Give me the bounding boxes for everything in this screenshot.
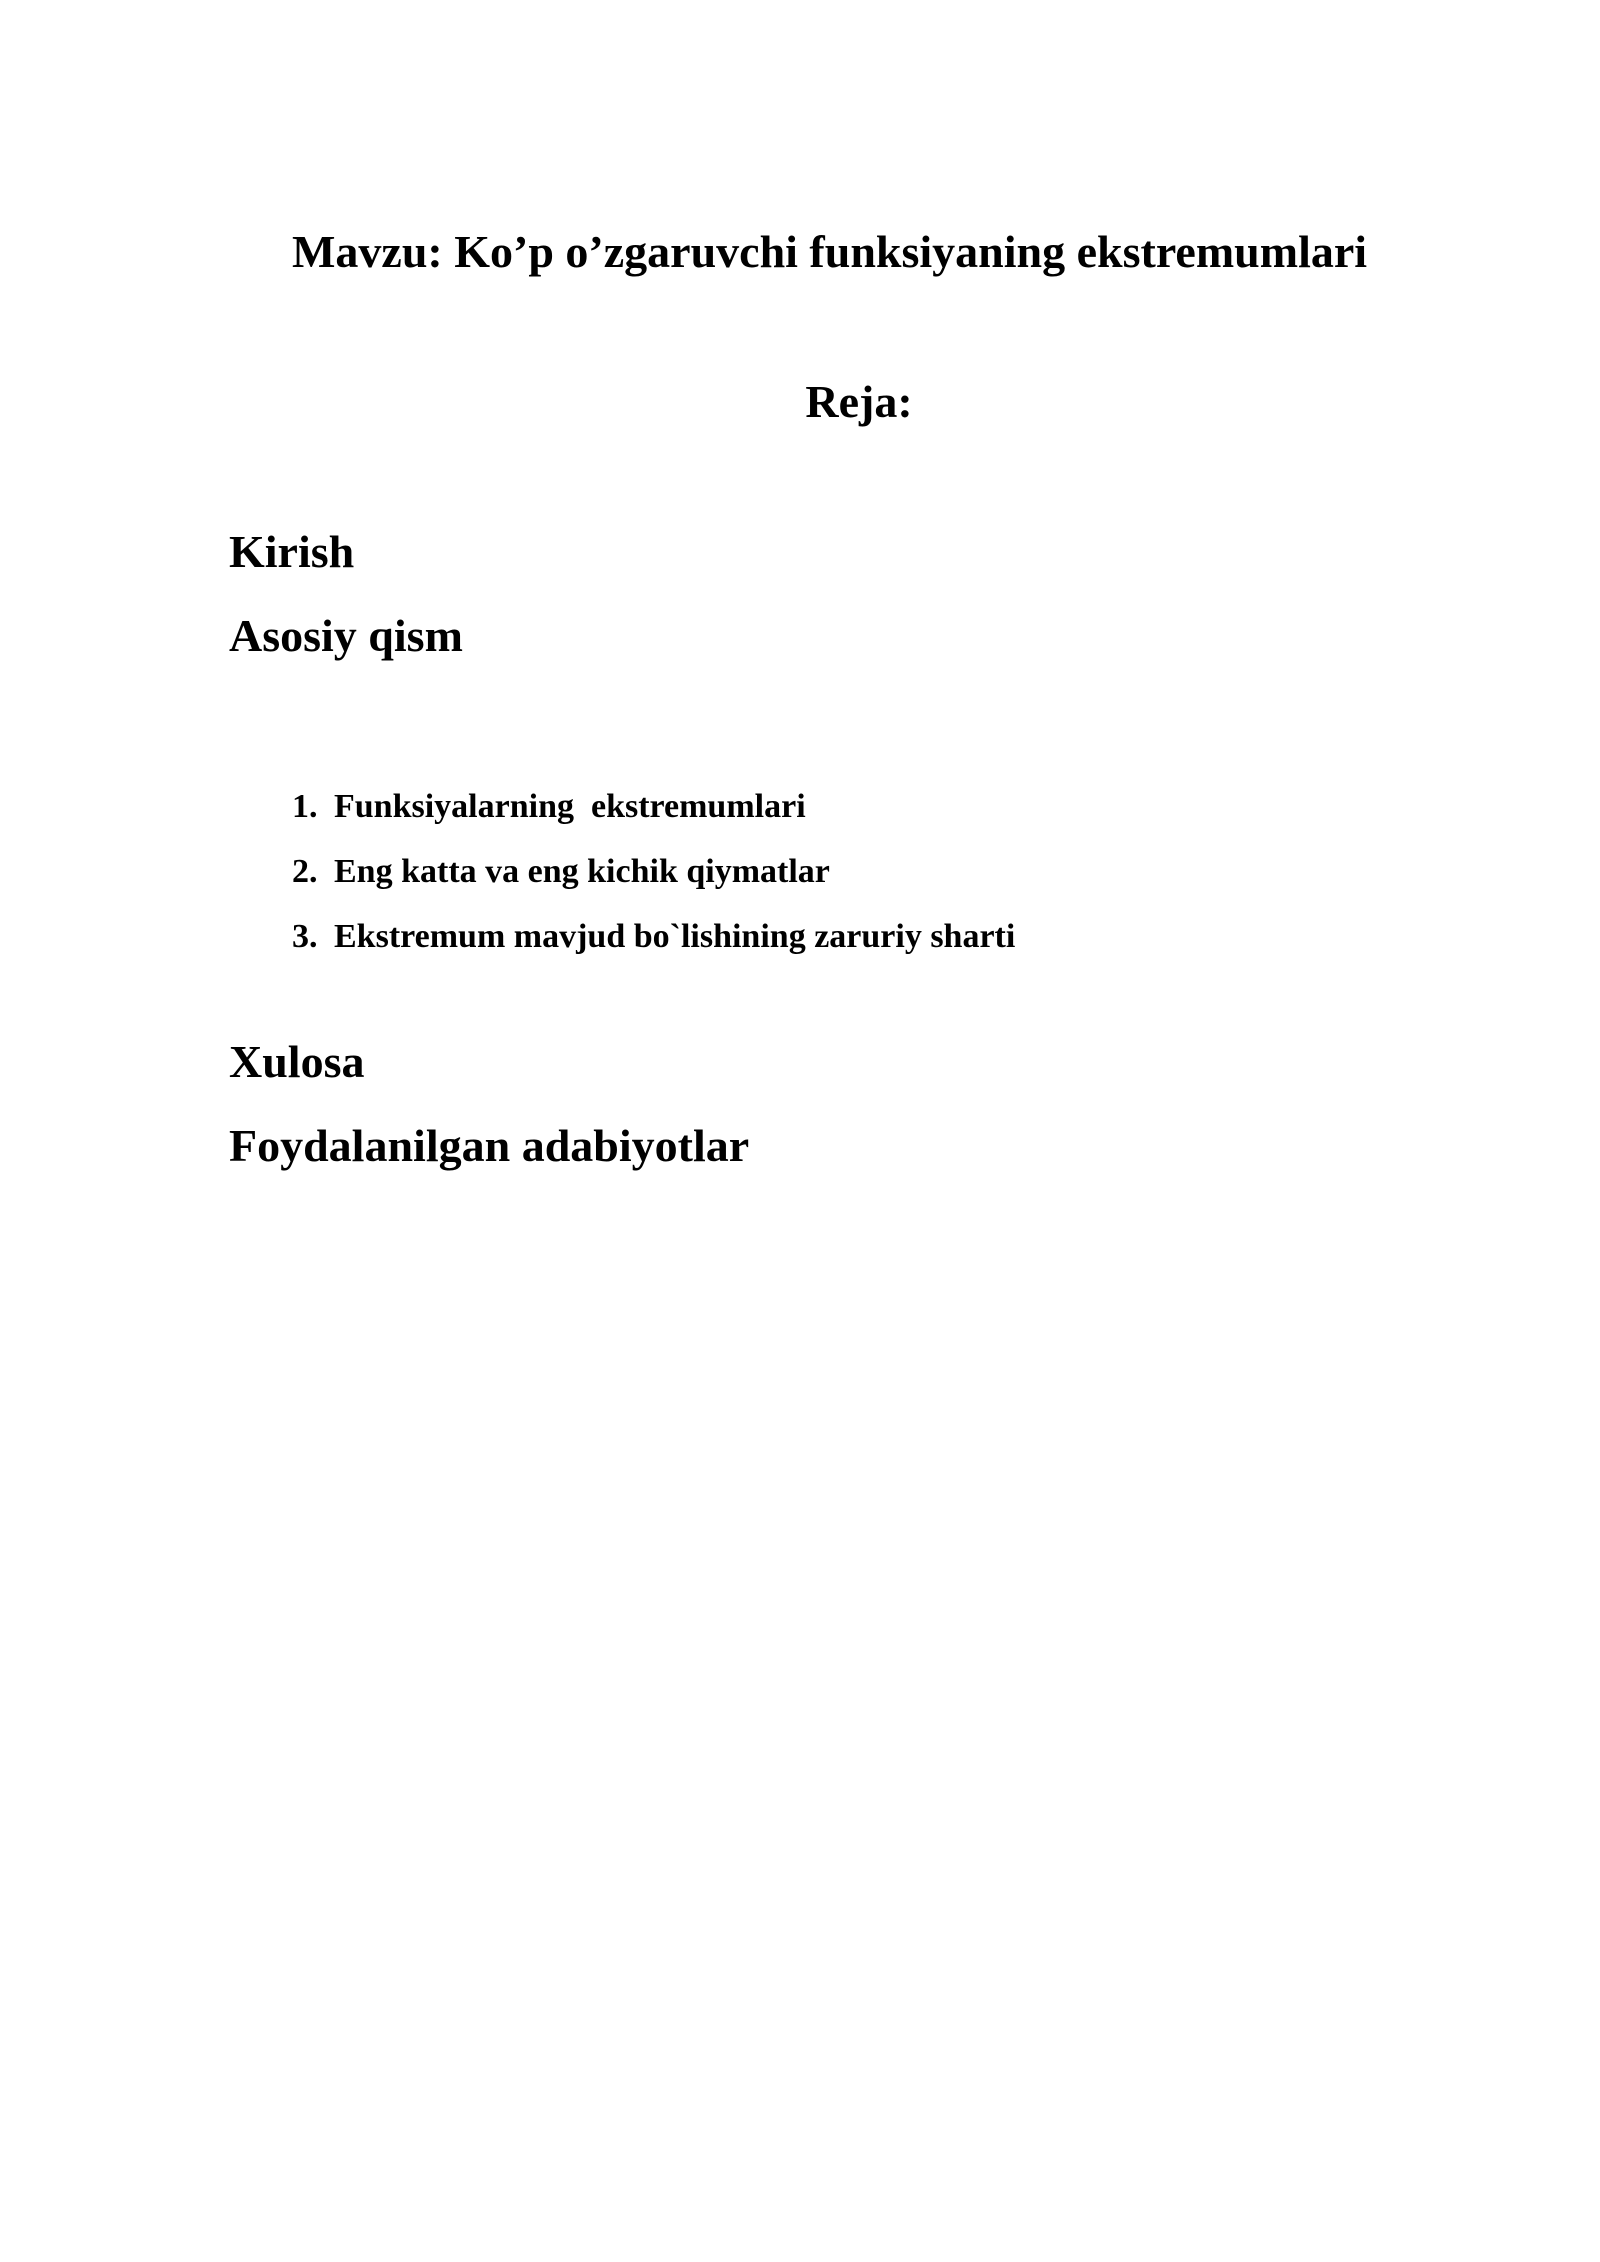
section-conclusion: Xulosa [229, 1036, 365, 1087]
section-references: Foydalanilgan adabiyotlar [229, 1120, 750, 1171]
main-section-list [292, 774, 1015, 969]
list-item-text: Funksiyalarning ekstremumlari [334, 788, 806, 825]
section-intro: Kirish [229, 526, 355, 577]
list-item-number: 2. [292, 853, 318, 890]
list-item-number: 1. [292, 788, 318, 825]
plan-heading: Reja: [805, 376, 913, 427]
list-item-number: 3. [292, 918, 318, 955]
section-main: Asosiy qism [229, 610, 463, 661]
document-title: Mavzu: Ko’p o’zgaruvchi funksiyaning ekstremumlari [292, 226, 1368, 277]
list-item [292, 904, 1015, 969]
list-item-text: Ekstremum mavjud bo`lishining zaruriy sharti [334, 918, 1016, 955]
list-item-text: Eng katta va eng kichik qiymatlar [334, 853, 830, 890]
list-item [292, 774, 1015, 839]
list-item [292, 839, 1015, 904]
